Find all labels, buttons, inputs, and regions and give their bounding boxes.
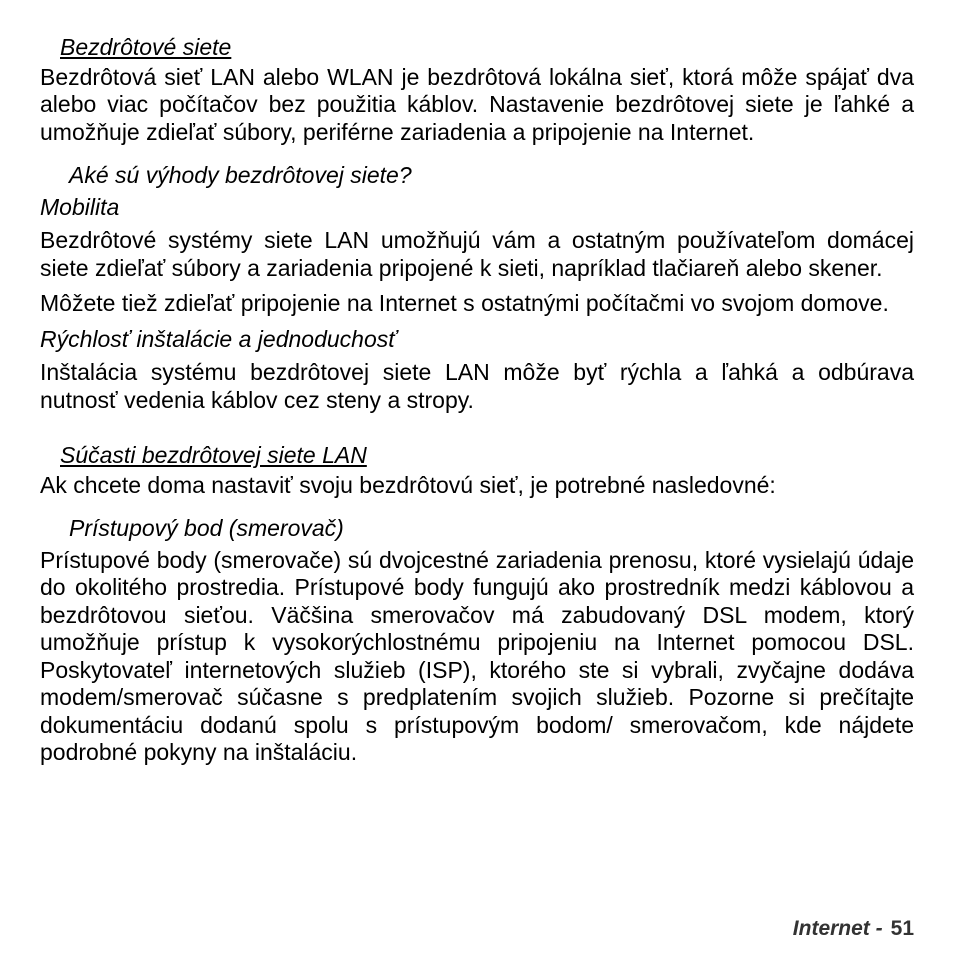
page-content [40, 34, 914, 775]
paragraph-speed: Inštalácia systému bezdrôtovej siete LAN môže byť rýchla a ľahká a odbúrava nutnosť vedenia káblov cez steny a stropy. [40, 359, 914, 413]
section-heading-wireless-networks: Bezdrôtové siete [60, 34, 232, 60]
paragraph-wireless-intro: Bezdrôtová sieť LAN alebo WLAN je bezdrôtová lokálna sieť, ktorá môže spájať dva alebo viac počítačov bez použitia káblov. Nastavenie bezdrôtovej siete je ľahké a umožňuje zdieľať súbory, periférne zariadenia a pripojenie na Internet. [40, 63, 914, 145]
paragraph-components-intro: Ak chcete doma nastaviť svoju bezdrôtovú sieť, je potrebné nasledovné: [40, 471, 776, 498]
footer-section-label: Internet - [792, 917, 883, 940]
section-heading-components: Súčasti bezdrôtovej siete LAN [60, 442, 367, 468]
page-number: 51 [890, 917, 914, 940]
subheading-advantages: Aké sú výhody bezdrôtovej siete? [69, 162, 412, 188]
heading-mobility: Mobilita [40, 193, 120, 220]
heading-speed: Rýchlosť inštalácie a jednoduchosť [40, 325, 397, 352]
paragraph-mobility-2: Môžete tiež zdieľať pripojenie na Internet s ostatnými počítačmi vo svojom domove. [40, 290, 889, 316]
page-footer [793, 917, 914, 941]
subheading-access-point: Prístupový bod (smerovač) [69, 515, 344, 541]
paragraph-mobility-1: Bezdrôtové systémy siete LAN umožňujú vám a ostatným používateľom domácej siete zdieľať súbory a zariadenia pripojené k sieti, napríklad tlačiareň alebo skener. [40, 227, 914, 281]
paragraph-access-point: Prístupové body (smerovače) sú dvojcestné zariadenia prenosu, ktoré vysielajú údaje do okolitého prostredia. Prístupové body fungujú ako prostredník medzi káblovou a bezdrôtovou sieťou. Väčšina smerovačov má zabudovaný DSL modem, ktorý umožňuje prístup k vysokorýchlostnému pripojeniu na Internet pomocou DSL. Poskytovateľ internetových služieb (ISP), ktorého ste si vybrali, zvyčajne dodáva modem/smerovač súčasne s predplatením svojich služieb. Pozorne si prečítajte dokumentáciu dodanú spolu s prístupovým bodom/ smerovačom, kde nájdete podrobné pokyny na inštaláciu. [40, 546, 914, 765]
